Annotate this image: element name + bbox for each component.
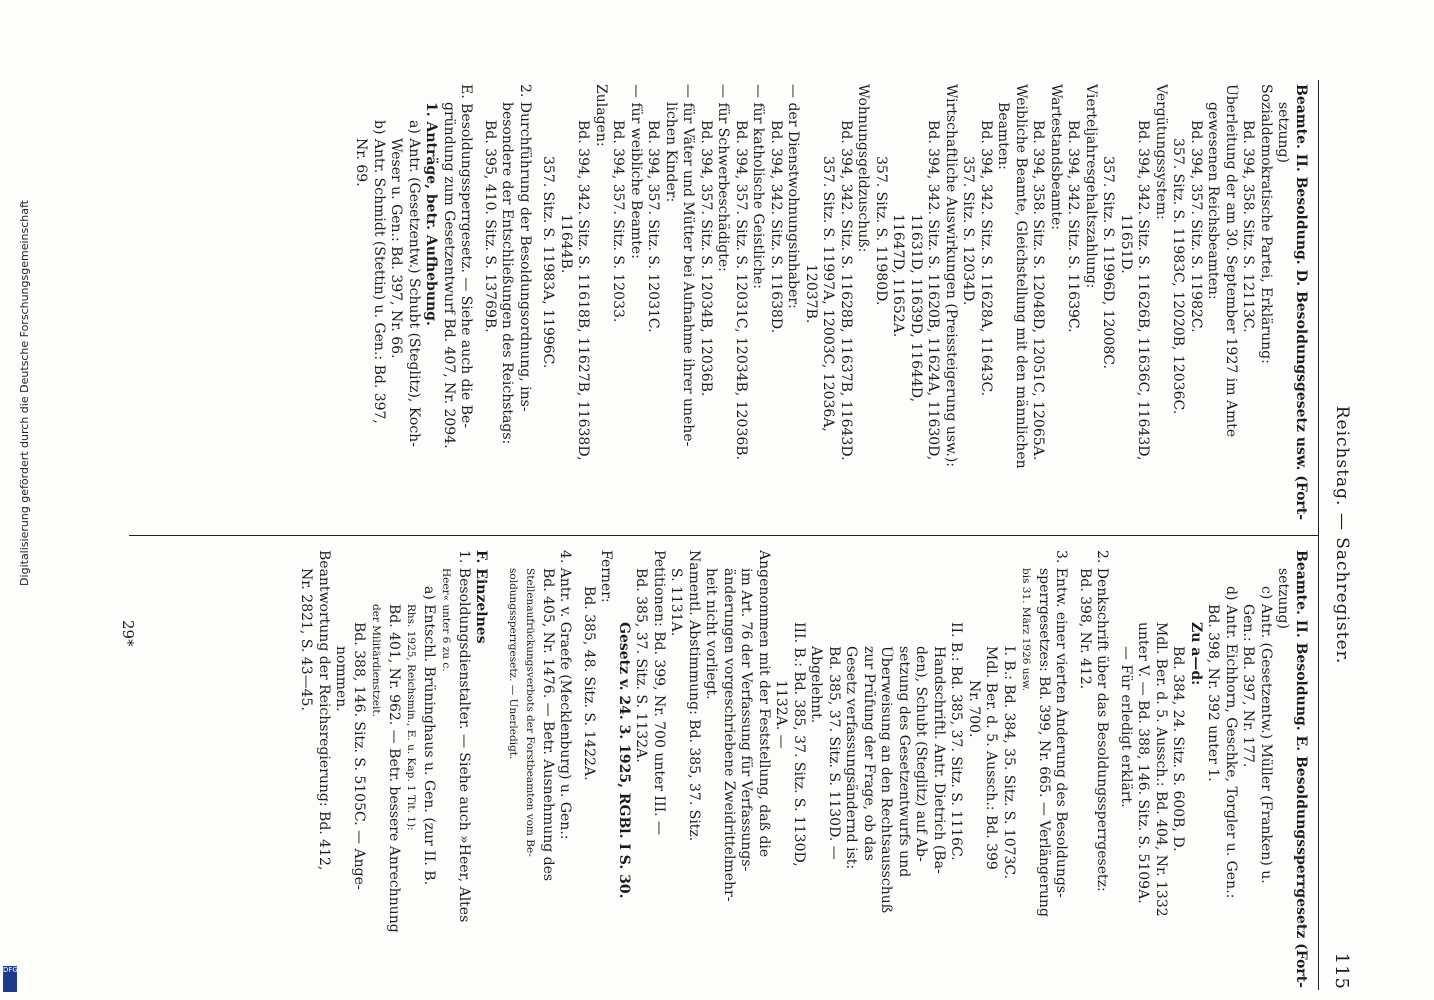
register-line: — für Schwerbeschädigte:: [715, 84, 732, 272]
register-line: Wirtschaftliche Auswirkungen (Preissteigerung usw.):: [943, 84, 959, 468]
dfg-logo-icon: [3, 966, 17, 992]
register-line: 357. Sitz. S. 12034D.: [960, 156, 977, 306]
signature-mark: 29*: [119, 620, 137, 647]
register-line: setzung des Gesetzentwurfs und: [896, 646, 912, 878]
register-line: — Für erledigt erklärt.: [1118, 646, 1134, 808]
register-line: lichen Kinder:: [663, 102, 679, 203]
register-line: Bd. 388, 146. Sitz. S. 5105C. — Ange-: [351, 622, 367, 890]
page-header: [1325, 80, 1355, 990]
register-line: Abgelehnt.: [808, 646, 825, 724]
register-line: III. B.: Bd. 385, 37. Sitz. S. 1130D,: [791, 622, 807, 867]
rotated-register-page: [100, 80, 1355, 990]
register-line: 1. Besoldungsdienstalter. — Siehe auch »Heer, Altes: [456, 550, 472, 923]
register-line: den), Schubt (Steglitz) auf Ab-: [913, 646, 930, 862]
register-line: I. B.: Bd. 384, 35. Sitz. S. 1073C.: [1001, 646, 1017, 880]
register-line: Bd. 384, 24. Sitz. S. 600B, D.: [1170, 646, 1187, 852]
register-line: Wartestandsbeamte:: [1048, 84, 1064, 230]
register-line: 357. Sitz. S. 11980D.: [873, 156, 889, 306]
register-line: Nr. 2821, S. 43—45.: [298, 568, 315, 711]
register-line: Bd. 394, 342. Sitz. S. 11628B, 11637B, 11643D.: [838, 120, 854, 461]
running-title: Reichstag. — Sachregister.: [1332, 405, 1352, 665]
register-line: Rhs. 1925, Reichsmin., E. u. Kap. 1 Tit. 1):: [405, 604, 418, 831]
register-line: Bd. 394, 342. Sitz. S. 11618B, 11627B, 11638D,: [575, 120, 592, 461]
register-line: Bd. 405, Nr. 1476. — Betr. Ausnehmung des: [540, 568, 556, 882]
register-line: Namentl. Abstimmung: Bd. 385, 37. Sitz.: [686, 550, 702, 842]
register-line: setzung): [1275, 102, 1292, 163]
register-line: besondere der Entschließungen des Reichstags:: [499, 102, 516, 445]
register-line: Bd. 394, 342. Sitz. S. 11639C.: [1065, 120, 1082, 333]
register-line: Bd. 385, 37. Sitz. S. 1130D. —: [826, 646, 842, 860]
register-line: 2. Denkschrift über das Besoldungssperrgesetz:: [1094, 550, 1111, 892]
register-line: Weser u. Gen.: Bd. 397, Nr. 66.: [388, 138, 405, 359]
register-line: Bd. 394, 358. Sitz. S. 12113C.: [1240, 120, 1257, 333]
register-line: — der Dienstwohnungsinhaber:: [785, 84, 802, 309]
register-line: Angenommen mit der Feststellung, daß die: [756, 550, 772, 858]
register-line: Nr. 69.: [353, 138, 370, 187]
register-line: Mdl. Ber. d. 5. Aussch.: Bd. 399: [983, 646, 1000, 870]
register-line: heit nicht vorliegt.: [703, 568, 720, 700]
register-line: gewesenen Reichsbeamten:: [1205, 102, 1222, 300]
register-line: 11644B.: [558, 214, 574, 274]
register-line: 4. Antr. v. Graefe (Mecklenburg) u. Gen.:: [557, 550, 574, 840]
register-line: gründung zum Gesetzentwurf Bd. 407, Nr. 2094.: [441, 102, 457, 449]
register-line: bis 31. März 1926 usw.: [1020, 568, 1033, 692]
register-line: Gen.: Bd. 397, Nr. 177.: [1240, 604, 1257, 768]
register-line: Vierteljahresgehaltszahlung:: [1083, 84, 1099, 289]
register-line: Bd. 398, Nr. 392 unter 1.: [1205, 604, 1222, 782]
register-line: im Art. 76 der Verfassung für Verfassungs-: [738, 568, 755, 872]
register-line: 2. Durchführung der Besoldungsordnung, ins-: [517, 84, 533, 412]
register-line: Bd. 394, 342. Sitz. S. 11626B, 11636C, 11643D,: [1135, 120, 1152, 461]
register-line: setzung): [1275, 568, 1292, 629]
register-line: 11631D, 11639D, 11644D,: [908, 214, 924, 403]
register-line: Gesetz v. 24. 3. 1925, RGBl. I S. 30.: [616, 622, 632, 899]
register-line: Bd. 395, 410. Sitz. S. 13769B.: [482, 120, 498, 333]
register-line: Bd. 394, 342. Sitz. S. 11628A, 11643C.: [978, 120, 994, 397]
register-line: Bd. 394, 357. Sitz. S. 12034B, 12036B.: [698, 120, 714, 397]
register-line: Zulagen:: [593, 84, 609, 147]
register-line: 1. Anträge, betr. Aufhebung.: [423, 102, 440, 326]
register-line: Beamte. II. Besoldung. D. Besoldungsgesetz usw. (Fort-: [1293, 84, 1309, 521]
register-line: — für Väter und Mütter bei Aufnahme ihrer unehe-: [680, 84, 697, 447]
dfg-logo-text: DFG: [3, 966, 18, 974]
register-line: Überleitung der am 30. September 1927 im Amte: [1223, 84, 1239, 438]
register-line: II. B.: Bd. 385, 37. Sitz. S. 1116C.: [948, 622, 965, 861]
register-line: Zu a—d:: [1188, 622, 1204, 686]
digitization-credit: Digitalisierung gefördert durch die Deutsche Forschungsgemeinschaft: [18, 200, 31, 586]
register-line: Wohnungsgeldzuschuß:: [855, 84, 872, 253]
register-line: Bd. 398, Nr. 412.: [1077, 568, 1093, 690]
register-line: der Militärdienstzeit.: [370, 604, 383, 717]
right-column: [119, 550, 1309, 988]
register-line: Bd. 394, 357. Sitz. S. 12031C, 12034B, 12036B.: [733, 120, 749, 461]
register-line: S. 1131A.: [668, 568, 685, 637]
register-line: Bd. 394, 357. Sitz. S. 12033.: [610, 120, 627, 323]
register-line: 1132A. —: [773, 680, 790, 749]
register-line: a) Antr. (Gesetzentw.) Schubt (Steglitz), Koch-: [406, 120, 422, 447]
register-line: Petitionen: Bd. 399, Nr. 700 unter III. —: [651, 550, 667, 836]
register-line: a) Entschl. Brüninghaus u. Gen. (zur II. B.: [421, 586, 437, 886]
register-line: 11651D.: [1118, 214, 1134, 274]
register-line: Bd. 394, 357. Sitz. S. 11982C.: [1188, 120, 1204, 333]
register-line: Mdl. Ber. d. 5. Aussch.: Bd. 404, Nr. 1332: [1153, 622, 1169, 917]
register-line: — für katholische Geistliche:: [750, 84, 767, 289]
register-line: Beamten:: [995, 102, 1012, 170]
column-divider: [129, 535, 1319, 536]
register-line: nommen.: [333, 646, 350, 712]
register-line: F. Einzelnes: [473, 550, 490, 644]
register-line: Überweisung an den Rechtsausschuß: [878, 646, 895, 914]
register-line: unter V. — Bd. 388, 146. Sitz. S. 5109A.: [1135, 622, 1152, 904]
register-line: Stellenaufrückungsverbots der Forstbeamten vom Be-: [524, 568, 537, 857]
register-line: 357. Sitz. S. 11983C, 12020B, 12036C.: [1170, 138, 1187, 415]
page-number: 115: [1331, 952, 1352, 990]
register-line: Beantwortung der Reichsregierung: Bd. 412,: [316, 550, 332, 871]
register-line: [496, 550, 504, 988]
register-line: 357. Sitz. S. 11997A, 12003C, 12036A,: [820, 156, 837, 432]
register-line: Bd. 394, 342. Sitz. S. 11638D.: [768, 120, 784, 334]
register-line: 357. Sitz. S. 11996D, 12008C.: [1100, 156, 1117, 369]
register-line: Bd. 401, Nr. 962. — Betr. bessere Anrechnung: [386, 604, 402, 933]
register-line: Nr. 700.: [966, 680, 982, 738]
register-line: zur Prüfung der Frage, ob das: [861, 646, 877, 861]
register-line: Beamte. II. Besoldung. E. Besoldungssperrgesetz (Fort-: [1293, 550, 1309, 988]
register-line: 12037B.: [803, 264, 819, 324]
register-line: — für weibliche Beamte:: [628, 84, 644, 259]
register-line: Bd. 385, 48. Sitz. S. 1422A.: [581, 586, 597, 781]
register-line: 11647D, 11652A.: [890, 214, 907, 338]
register-line: sperrgesetzes: Bd. 399, Nr. 665. — Verlängerung: [1036, 568, 1052, 917]
left-column: [119, 84, 1309, 522]
register-line: Handschriftl. Antr. Dietrich (Ba-: [931, 646, 947, 874]
register-line: änderungen vorgeschriebene Zweidrittelmehr-: [721, 568, 737, 902]
register-line: b) Antr. Schmidt (Stettin) u. Gen.: Bd. 397,: [371, 120, 387, 424]
register-line: Ferner:: [598, 550, 615, 603]
register-line: Bd. 394, 342. Sitz. S. 11620B, 11624A, 11630D,: [925, 120, 942, 461]
register-line: Gesetz verfassungsändernd ist:: [843, 646, 860, 870]
register-line: Bd. 394, 358. Sitz. S. 12048D, 12051C, 12065A.: [1030, 120, 1047, 461]
register-line: E. Besoldungssperrgesetz. — Siehe auch die Be-: [458, 84, 475, 429]
register-line: Heer« unter 6 zu c.: [440, 568, 453, 672]
register-line: soldungssperrgesetz. — Unerledigt.: [507, 568, 519, 760]
register-line: 357. Sitz. S. 11983A, 11996C.: [540, 156, 557, 369]
register-line: Bd. 394, 357. Sitz. S. 12031C.: [645, 120, 662, 333]
register-line: Weibliche Beamte, Gleichstellung mit den männlichen: [1013, 84, 1029, 469]
register-line: c) Antr. (Gesetzentw.) Müller (Franken) u.: [1258, 586, 1274, 884]
register-line: Sozialdemokratische Partei, Erklärung:: [1258, 84, 1274, 364]
register-line: Vergütungssystem:: [1153, 84, 1169, 220]
register-line: 3. Entw. einer vierten Änderung des Besoldungs-: [1053, 550, 1070, 898]
register-line: d) Antr. Eichhorn, Geschke, Torgler u. Gen.:: [1223, 586, 1239, 899]
register-line: Bd. 385, 37. Sitz. S. 1132A.: [633, 568, 650, 763]
